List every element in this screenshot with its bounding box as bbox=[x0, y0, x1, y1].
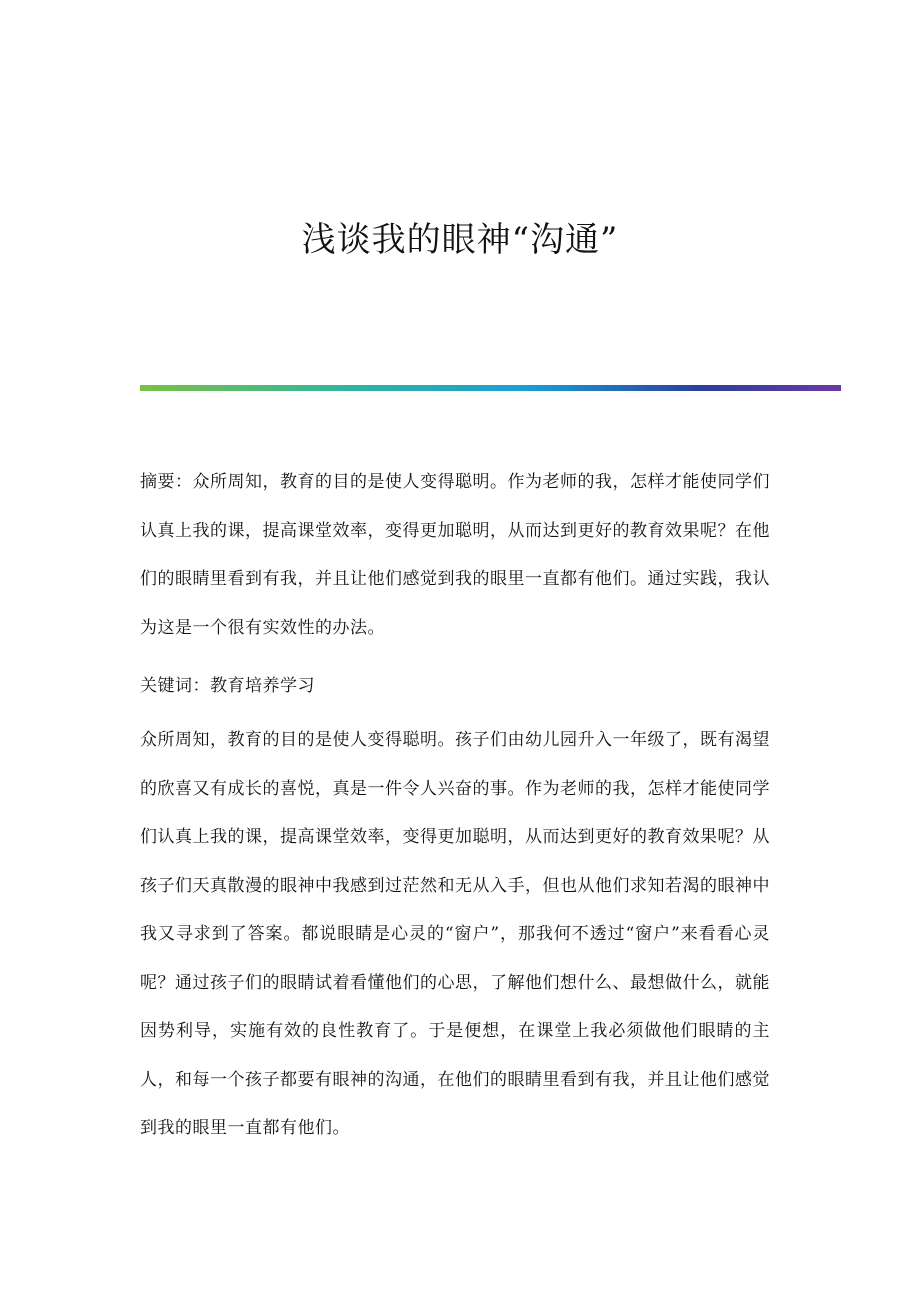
body-paragraph: 众所周知，教育的目的是使人变得聪明。孩子们由幼儿园升入一年级了，既有渴望的欣喜又有成长的喜悦，真是一件令人兴奋的事。作为老师的我，怎样才能使同学们认真上我的课，提高课堂效率，变得更加聪明，从而达到更好的教育效果呢？从孩子们天真散漫的眼神中我感到过茫然和无从入手，但也从他们求知若渴的眼神中我又寻求到了答案。都说眼睛是心灵的“窗户”，那我何不透过“窗户”来看看心灵呢？通过孩子们的眼睛试着看懂他们的心思，了解他们想什么、最想做什么，就能因势利导，实施有效的良性教育了。于是便想，在课堂上我必须做他们眼睛的主人，和每一个孩子都要有眼神的沟通，在他们的眼睛里看到有我，并且让他们感觉到我的眼里一直都有他们。 bbox=[140, 730, 770, 1138]
title-divider bbox=[140, 385, 841, 391]
abstract-paragraph: 摘要：众所周知，教育的目的是使人变得聪明。作为老师的我，怎样才能使同学们认真上我的课，提高课堂效率，变得更加聪明，从而达到更好的教育效果呢？在他们的眼睛里看到有我，并且让他们感觉到我的眼里一直都有他们。通过实践，我认为这是一个很有实效性的办法。 bbox=[140, 472, 770, 638]
keywords-line: 关键词：教育培养学习 bbox=[140, 676, 315, 696]
page-title: 浅谈我的眼神“沟通” bbox=[301, 220, 619, 260]
